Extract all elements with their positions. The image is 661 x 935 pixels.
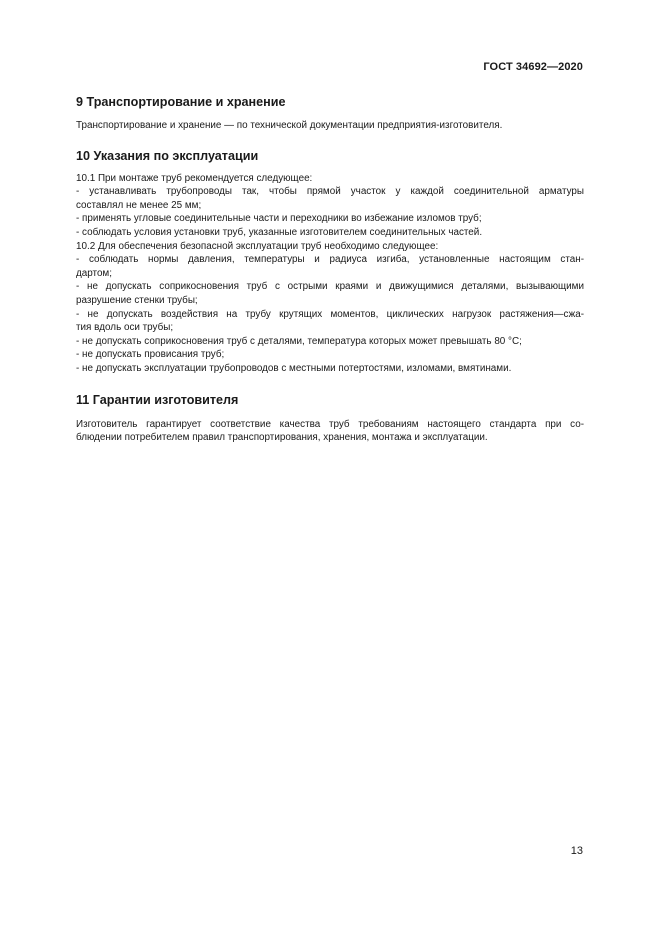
document-id: ГОСТ 34692—2020 [483,61,583,73]
paragraph-line: - не допускать соприкосновения труб с острыми краями и движущимися деталями, вызывающими [76,281,584,293]
section-11-body [76,418,584,445]
paragraph-line: - соблюдать нормы давления, температуры и радиуса изгиба, установленные настоящим стан- [76,254,584,266]
paragraph-line: составлял не менее 25 мм; [76,199,202,211]
paragraph-line: - устанавливать трубопроводы так, чтобы прямой участок у каждой соединительной арматуры [76,186,584,198]
paragraph-line: блюдении потребителем правил транспортирования, хранения, монтажа и эксплуатации. [76,432,488,444]
paragraph-line: - применять угловые соединительные части и переходники во избежание изломов труб; [76,213,482,225]
paragraph-line: 10.1 При монтаже труб рекомендуется следующее: [76,172,313,184]
section-10-title: 10 Указания по эксплуатации [76,148,259,163]
paragraph-line: - не допускать соприкосновения труб с деталями, температура которых может превышать 80 °С; [76,335,522,347]
paragraph-line: дартом; [76,267,112,279]
paragraph-line: 10.2 Для обеспечения безопасной эксплуатации труб необходимо следующее: [76,240,439,252]
section-11-title: 11 Гарантии изготовителя [76,392,239,407]
paragraph-line: Изготовитель гарантирует соответствие качества труб требованиям настоящего стандарта при со- [76,418,584,430]
section-10-body [76,172,584,376]
section-9-text: Транспортирование и хранение — по технической документации предприятия-изготовителя. [76,120,503,131]
paragraph-line: тия вдоль оси трубы; [76,322,174,334]
page-content [76,88,584,445]
paragraph-line: - не допускать провисания труб; [76,349,225,361]
paragraph-line: - соблюдать условия установки труб, указанные изготовителем соединительных частей. [76,226,483,238]
page-number: 13 [570,845,583,857]
section-9-title: 9 Транспортирование и хранение [76,95,286,109]
paragraph-line: - не допускать эксплуатации трубопроводов с местными потертостями, изломами, вмятинами. [76,362,512,374]
paragraph-line: - не допускать воздействия на трубу крутящих моментов, циклических нагрузок растяжения—сжа- [76,308,584,320]
paragraph-line: разрушение стенки трубы; [76,294,198,306]
